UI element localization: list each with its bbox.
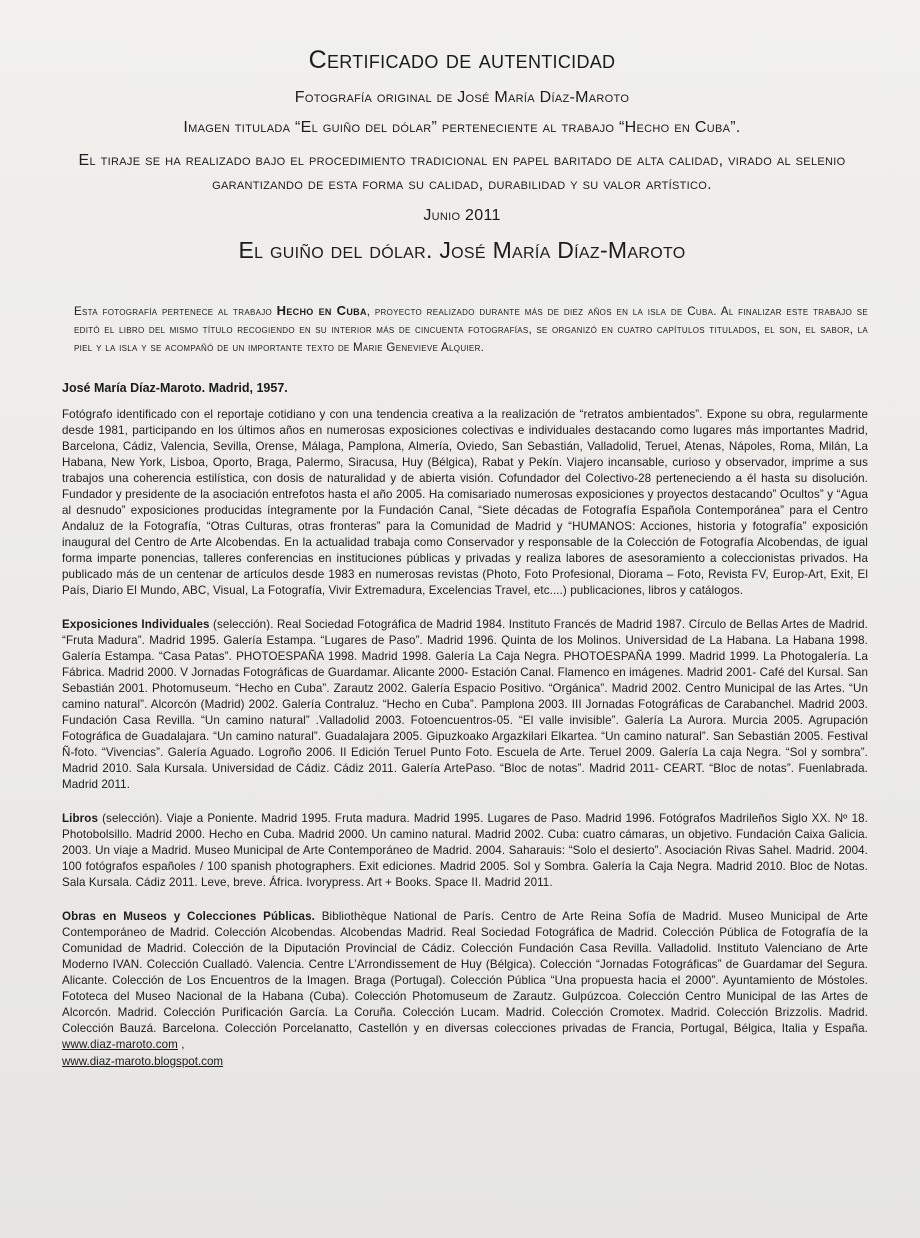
books-text: (selección). Viaje a Poniente. Madrid 1995. Fruta madura. Madrid 1995. Lugares de Paso. Madrid 1996. Fotógrafos Madrileños Siglo XX. Nº 18. Photobolsillo. Madrid 2000. Hecho en Cuba. Madrid 2000. Un camino natural. Madrid 2002. Cuba: cuatro cámaras, un objetivo. Fundación Caixa Galicia. 2003. Un viaje a Madrid. Museo Municipal de Arte Contemporáneo de Madrid. 2004. Saharauis: “Solo el desierto”. Asociación Rivas Sahel. Madrid. 2004. 100 fotógrafos españoles / 100 spanish photographers. Exit ediciones. Madrid 2005. Sol y Sombra. Galería la Caja Negra. Madrid 2010. Bloc de Notas. Sala Kursala. Cádiz 2011. Leve, breve. África. Ivorypress. Art + Books. Space II. Madrid 2011. [62,812,868,889]
process-paragraph: El tiraje se ha realizado bajo el procedimiento tradicional en papel baritado de alta calidad, virado al selenio garantizando de esta forma su calidad, durabilidad y su valor artístico. [78,152,846,193]
website-link[interactable]: www.diaz-maroto.com [62,1038,178,1051]
bio-heading: José María Díaz-Maroto. Madrid, 1957. [62,381,288,395]
collections-lead: Obras en Museos y Colecciones Públicas. [62,910,315,923]
bio-paragraph: Fotógrafo identificado con el reportaje cotidiano y con una tendencia creativa a la realización de “retratos ambientados”. Expone su obra, regularmente desde 1981, participando en los últimos años en numerosas exposiciones colectivas e individuales destacando como lugares más importantes Madrid, Barcelona, Cádiz, Valencia, Sevilla, Orense, Málaga, Pamplona, Almería, Oviedo, San Sebastián, Valladolid, Teruel, Atenas, Nápoles, Roma, Milán, La Habana, New York, Lisboa, Oporto, Braga, Palermo, Siracusa, Huy (Bélgica), Rabat y Pekín. Viajero incansable, curioso y observador, imprime a sus trabajos una coherencia estilística, con dosis de naturalidad y de abierta visión. Cofundador del Colectivo-28 perteneciendo a él hasta su disolución. Fundador y presidente de la asociación entrefotos hasta el año 2005. Ha comisariado numerosas exposiciones y proyectos destacando” Ocultos” y “Agua al desnudo” exposiciones producidas íntegramente por la Fundación Canal, “Siete décadas de Fotografía Española Contemporánea” para el Centro Andaluz de la Fotografía, “Otras Culturas, otras fronteras” para la Comunidad de Madrid y “HUMANOS: Acciones, historia y fotografía” exposición inaugural del Centro de Arte Alcobendas. En la actualidad trabaja como Conservador y responsable de la Colección de Fotografía Alcobendas, de igual forma imparte ponencias, talleres conferencias en instituciones públicas y privadas y realiza labores de asesoramiento a coleccionistas privados. Ha publicado más de un centenar de artículos desde 1983 en numerosas revistas (Photo, Foto Profesional, Diorama – Foto, Revista FV, Europ-Art, Exit, El País, Diario El Mundo, ABC, Visual, La Fotografía, Vivir Extremadura, Excelencias Travel, etc....) publicaciones, libros y catálogos. [62,408,868,597]
collections-paragraph [62,909,868,1053]
certificate-date: Junio 2011 [423,207,501,224]
exhibitions-paragraph [62,617,868,793]
collections-text: Bibliothèque National de París. Centro de Arte Reina Sofía de Madrid. Museo Municipal de Arte Contemporáneo de Madrid. Colección Alcobendas. Alcobendas Madrid. Real Sociedad Fotográfica de Madrid. Colección Pública de Fotografía de la Comunidad de Madrid. Colección de la Diputación Provincial de Cádiz. Colección Fundación Casa Revilla. Valladolid. Instituto Valenciano de Arte Moderno IVAN. Colección Cualladó. Valencia. Centre L’Arrondissement de Huy (Bélgica). Colección “Jornadas Fotográficas” de Guardamar del Segura. Alicante. Colección de Los Encuentros de la Imagen. Braga (Portugal). Colección Pública “Una propuesta hacia el 2000”. Ayuntamiento de Móstoles. Fototeca del Museo Nacional de la Habana (Cuba). Colección Photomuseum de Zarautz. Gulpúzcoa. Colección Centro Municipal de las Artes de Alcorcón. Madrid. Colección Purificación García. La Coruña. Colección Lucam. Madrid. Colección Cromotex. Madrid. Colección Brizzolis. Madrid. Colección Bauzá. Barcelona. Colección Porcelanatto, Castellón y en diversas colecciones privadas de Francia, Portugal, Bélgica, Italia y España. [62,910,868,1035]
original-photo-subtitle: Fotografía original de José María Díaz-Maroto [294,89,630,106]
intro-work-title: Hecho en Cuba [276,303,367,318]
certificate-title: Certificado de autenticidad [308,46,616,74]
intro-text-before: Esta fotografía pertenece al trabajo [74,305,277,318]
exhibitions-lead: Exposiciones Individuales [62,618,210,631]
image-title-line: Imagen titulada “El guiño del dólar” perteneciente al trabajo “Hecho en Cuba”. [183,119,741,136]
books-paragraph [62,811,868,891]
blog-link[interactable]: www.diaz-maroto.blogspot.com [62,1055,224,1068]
photo-title-heading: El guiño del dólar. José María Díaz-Maroto [238,237,686,263]
intro-text-after: , proyecto realizado durante más de diez años en la isla de Cuba. Al finalizar este trabajo se editó el libro del mismo título recogiendo en su interior más de cincuenta fotografías, se organizó en cuatro capítulos titulados, el son, el sabor, la piel y la isla y se acompañó de un importante texto de Marie Genevieve Alquier. [74,305,868,354]
exhibitions-text: (selección). Real Sociedad Fotográfica de Madrid 1984. Instituto Francés de Madrid 1987. Círculo de Bellas Artes de Madrid. “Fruta Madura”. Madrid 1995. Galería Estampa. “Lugares de Paso”. Madrid 1996. Quinta de los Molinos. Universidad de La Habana. La Habana 1998. Galería Estampa. “Casa Patas”. PHOTOESPAÑA 1998. Madrid 1998. Galería La Caja Negra. PHOTOESPAÑA 1999. Madrid 1999. La Photogalería. La Fábrica. Madrid 2000. V Jornadas Fotográficas de Guardamar. Alicante 2000- Estación Canal. Flamenco en imágenes. Madrid 2001- Café del Kursal. San Sebastián 2001. Photomuseum. “Hecho en Cuba”. Zarautz 2002. Galería Espacio Positivo. “Orgánica”. Madrid 2002. Centro Municipal de las Artes. “Un camino natural”. Alcorcón (Madrid) 2002. Galería Contraluz. “Hecho en Cuba”. Pamplona 2003. III Jornadas Fotográficas de Carabanchel. Madrid 2003. Fundación Casa Revilla. “Un camino natural” .Valladolid 2003. Fotoencuentros-05. “El valle invisible”. Galería La Aurora. Murcia 2005. Agrupación Fotográfica de Guadalajara. “Un camino natural”. Guadalajara 2005. Gipuzkoako Argazkilari Elkartea. “Un camino natural”. San Sebastián 2005. Festival Ñ-foto. “Vivencias”. Galería Aguado. Logroño 2006. II Edición Teruel Punto Foto. Escuela de Arte. Teruel 2009. Galería La caja Negra. “Sol y sombra”. Madrid 2010. Sala Kursala. Universidad de Cádiz. Cádiz 2011. Galería ArtePaso. “Bloc de notas”. Madrid 2011- CEART. “Bloc de notas”. Fuenlabrada. Madrid 2011. [62,618,868,791]
books-lead: Libros [62,812,99,825]
intro-paragraph [74,302,868,357]
collections-tail: , [177,1038,185,1051]
